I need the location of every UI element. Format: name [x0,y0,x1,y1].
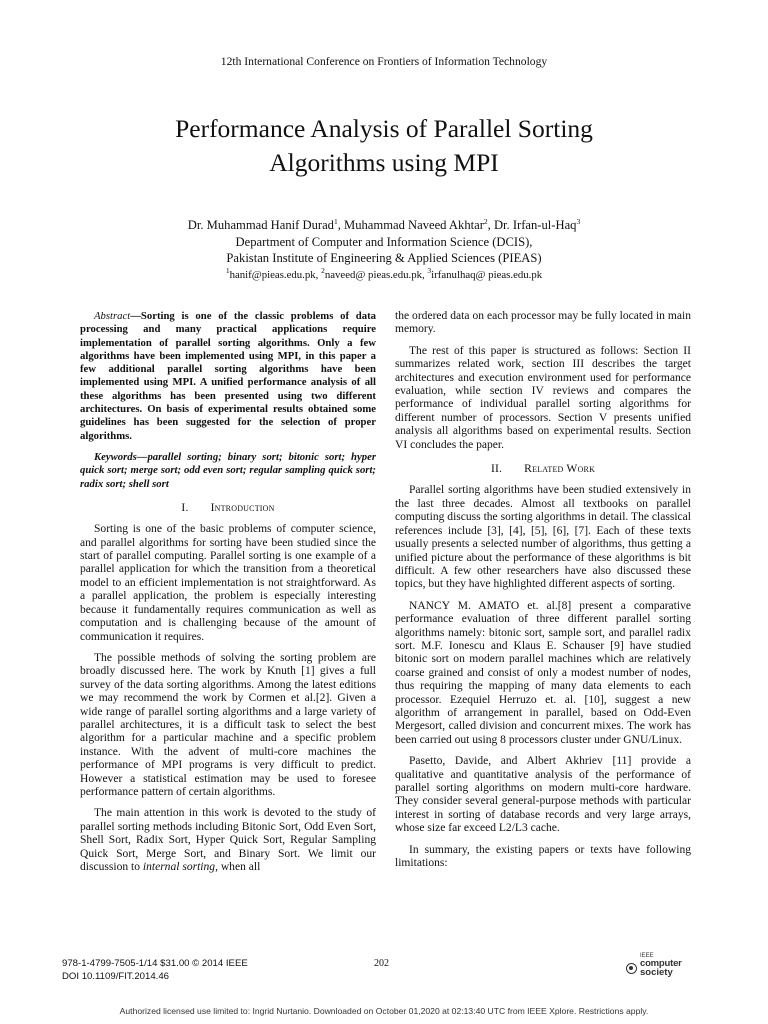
page-number: 202 [374,958,389,969]
related-paragraph-2: NANCY M. AMATO et. al.[8] present a comparative performance evaluation of three different parallel sorting algorithms namely: bitonic sort, sample sort, and parallel radix sort. M.F. Ionescu and Klaus E. Schauser [9] have studied bitonic sort on modern parallel machines which are relatively coarse grained and consist of only a modest number of nodes, thus requiring the mapping of many data elements to each processor. Ezequiel Herruzo et. al. [10], suggest a new algorithm of arrangement in parallel, based on Odd-Even Mergesort, called division and concurrent mixes. The work has been carried out using 8 processors cluster under GNU/Linux. [395,599,691,746]
author-1: Dr. Muhammad Hanif Durad [187,218,334,232]
doi-line: DOI 10.1109/FIT.2014.46 [62,970,170,982]
isbn-line: 978-1-4799-7505-1/14 $31.00 © 2014 IEEE [62,958,248,969]
intro-paragraph-2: The possible methods of solving the sorting problem are broadly discussed here. The work by Knuth [1] gives a full survey of the data sorting algorithms. Among the latest editions we may recommend the work by Cormen et al.[2]. Given a wide range of parallel sorting algorithms and a large variety of parallel architectures, it is a difficult task to select the best algorithm for a particular machine and a specific problem instance. With the advent of multi-core machines the performance of MPI programs is very difficult to predict. However a statistical estimation may be used to foresee performance pattern of certain algorithms. [80,651,376,798]
intro-paragraph-4: The rest of this paper is structured as follows: Section II summarizes related work, section III describes the target architectures and execution environment used for performance evaluation, while section IV reviews and compares the performance of individual parallel sorting algorithms for different number of processors. Section V presents unified analysis all algorithms based on experimental results. Section VI concludes the paper. [395,344,691,451]
section-heading-related-work: II. Related Work [490,462,596,476]
author-block [60,217,708,283]
abstract: Abstract—Sorting is one of the classic problems of data processing and many practical applications require implementation of parallel sorting algorithms. Only a few algorithms have been implemented using MPI, in this paper a few additional parallel sorting algorithms have been implemented using MPI. A unified performance analysis of all these algorithms has been presented using two different architectures. On basis of experimental results obtained some guidelines has been suggested for the selection of proper algorithms. [80,310,376,442]
right-column [395,310,691,870]
related-paragraph-1: Parallel sorting algorithms have been studied extensively in the last three decades. Almost all textbooks on parallel computing discuss the sorting algorithms in detail. The classical references include [3], [4], [5], [6], [7]. Each of these texts usually presents a selected number of algorithms, thus getting a unified picture about the performance of these algorithms is bit difficult. A few other researchers have also discussed these topics, but they have highlighted different aspects of sorting. [395,484,691,591]
affiliation-line-2: Pakistan Institute of Engineering & Applied Sciences (PIEAS) [226,251,542,265]
author-3: Dr. Irfan-ul-Haq [493,218,577,232]
related-paragraph-4: In summary, the existing papers or texts have following limitations: [395,843,691,870]
footer-publication-info [62,958,248,983]
related-paragraph-3: Pasetto, Davide, and Albert Akhriev [11] provide a qualitative and quantitative analysis of the performance of parallel sorting algorithms on modern multi-core hardware. They consider several general-purpose methods with particular interest in sorting of database records and very large arrays, whose size far exceed L2/L3 cache. [395,755,691,835]
section-heading-introduction: I. Introduction [181,500,275,514]
keywords: Keywords—parallel sorting; binary sort; bitonic sort; hyper quick sort; merge sort; odd even sort; regular sampling quick sort; radix sort; shell sort [80,450,376,490]
left-column [80,310,376,874]
intro-paragraph-1: Sorting is one of the basic problems of computer science, and parallel algorithms for sorting have been studied since the start of parallel computing. Parallel sorting is one example of a parallel application for which the transition from a theoretical model to an efficient implementation is not straightforward. As a parallel application, the problem is especially interesting because it fundamentally requires communication as well as computation and is challenging because of the amount of communication it requires. [80,523,376,643]
affiliation-line-1: Department of Computer and Information Science (DCIS), [235,234,533,249]
author-emails: $^1$hanif@pieas.edu.pk, $^2$naveed@ pieas.edu.pk, $^3$irfanulhaq@ pieas.edu.pk [225,265,543,281]
paper-title [90,112,678,180]
license-notice: Authorized licensed use limited to: Ingrid Nurtanio. Downloaded on October 01,2020 at 02:13:40 UTC from IEEE Xplore. Restrictions apply. [119,1006,649,1016]
ieee-computer-society-logo: IEEE computer society [626,952,686,982]
logo-icon [626,963,637,974]
title-line-2: Algorithms using MPI [269,148,499,177]
title-line-1: Performance Analysis of Parallel Sorting [175,114,593,143]
intro-paragraph-3-continued: the ordered data on each processor may be fully located in main memory. [395,310,691,336]
intro-paragraph-3: The main attention in this work is devoted to the study of parallel sorting methods including Bitonic Sort, Odd Even Sort, Shell Sort, Radix Sort, Hyper Quick Sort, Regular Sampling Quick Sort, Merge Sort, and Binary Sort. We limit our discussion to internal sorting, when all [80,807,376,874]
conference-header: 12th International Conference on Frontiers of Information Technology [220,55,548,68]
author-names: Dr. Muhammad Hanif Durad$^1$, Muhammad Naveed Akhtar$^2$, Dr. Irfan-ul-Haq$^3$ [187,217,581,232]
author-2: Muhammad Naveed Akhtar [344,218,484,232]
